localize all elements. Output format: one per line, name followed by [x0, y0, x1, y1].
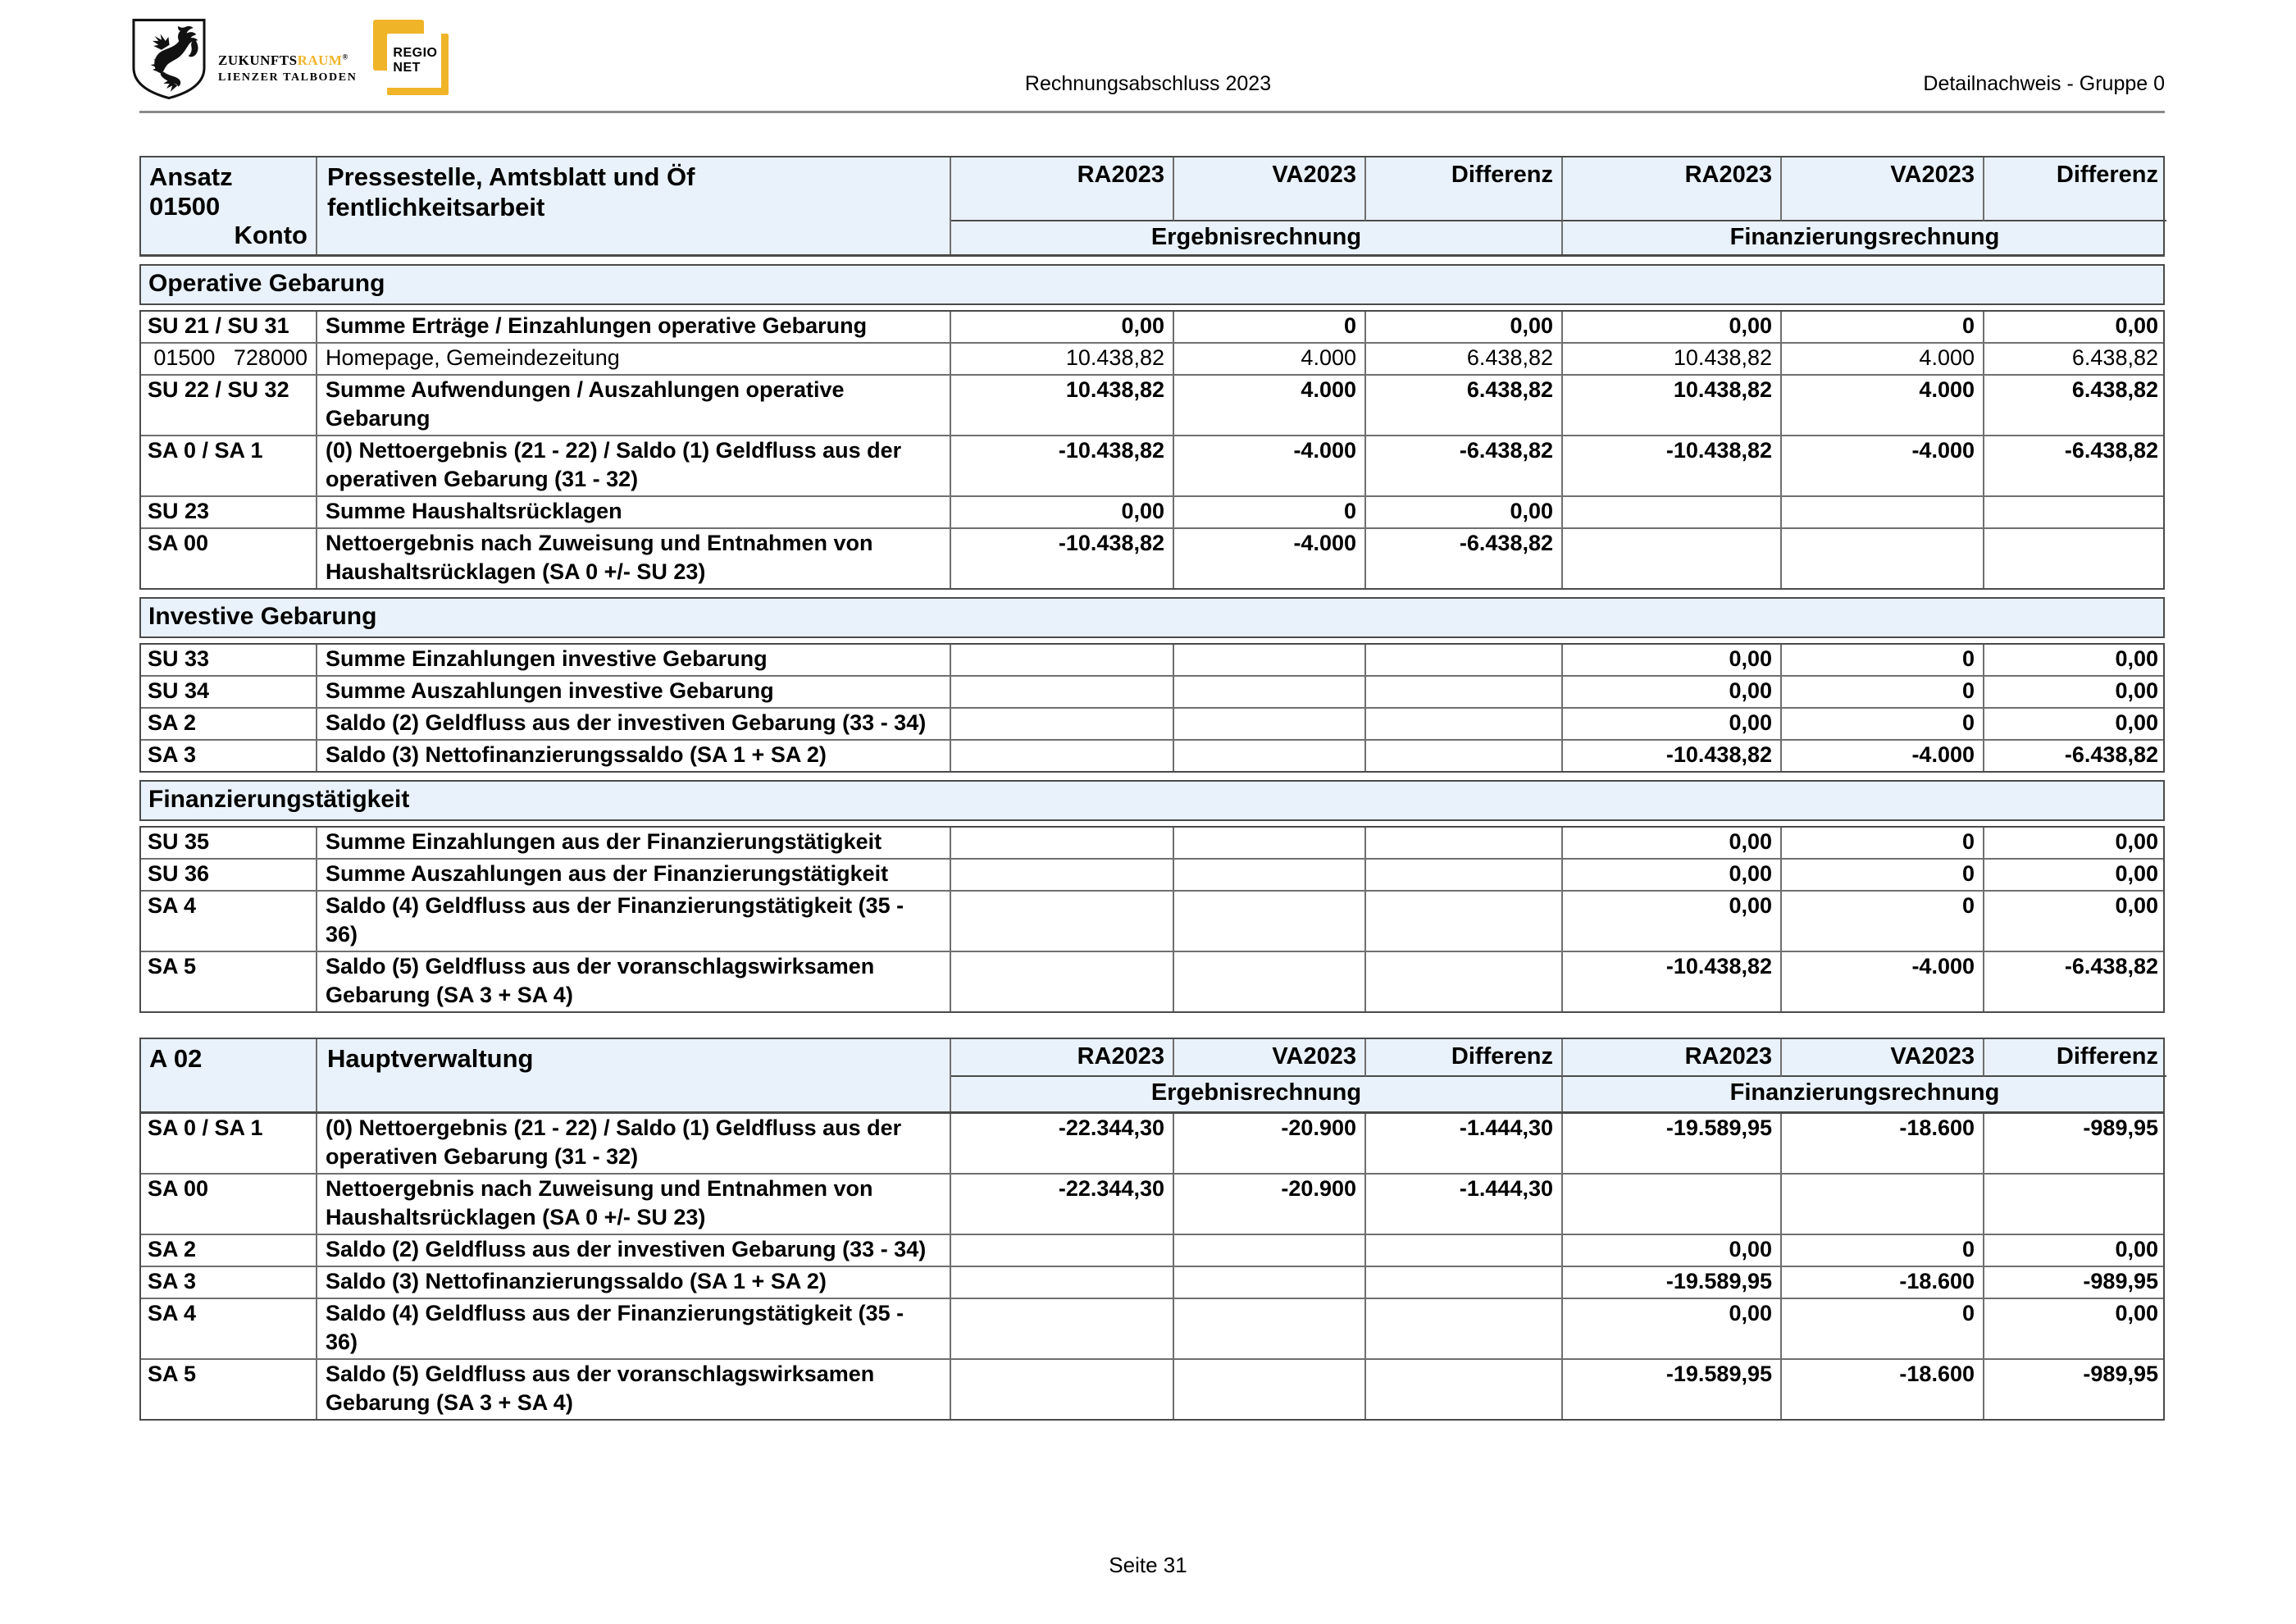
cell-value: 6.438,82 [1366, 376, 1563, 435]
cell-value: -10.438,82 [1563, 436, 1782, 495]
table-row [141, 951, 2163, 1011]
column-header: RA2023 [1563, 1039, 1782, 1077]
group-header-finanzierungsrechnung: Finanzierungsrechnung [1729, 1079, 2000, 1106]
column-header: Differenz [1366, 157, 1563, 221]
table2-header [139, 1038, 2165, 1114]
cell-value [1174, 892, 1366, 951]
cell-value: 0,00 [1563, 1235, 1782, 1266]
cell-value [951, 952, 1174, 1011]
cell-value: 0 [1782, 677, 1984, 707]
cell-value: 4.000 [1782, 376, 1984, 435]
row-code: SA 2 [141, 709, 317, 739]
row-code: SA 4 [141, 1299, 317, 1358]
table-row [141, 858, 2163, 890]
cell-value: -20.900 [1174, 1175, 1366, 1234]
cell-value: 4.000 [1782, 344, 1984, 374]
cell-value [951, 645, 1174, 675]
row-desc: Saldo (3) Nettofinanzierungssaldo (SA 1 + SA 2) [317, 741, 951, 771]
cell-value: -4.000 [1782, 741, 1984, 771]
cell-value: -19.589,95 [1563, 1114, 1782, 1173]
cell-value: 0,00 [1563, 828, 1782, 858]
table1-header [139, 156, 2165, 257]
cell-value: 0 [1782, 892, 1984, 951]
cell-value: -22.344,30 [951, 1175, 1174, 1234]
cell-value: 0,00 [951, 497, 1174, 527]
table-row [141, 1298, 2163, 1358]
section-header: Finanzierungstätigkeit [139, 780, 2165, 821]
row-code: SA 3 [141, 1267, 317, 1298]
table-row [141, 707, 2163, 739]
page-number: Seite 31 [1109, 1553, 1187, 1577]
cell-value [1984, 1175, 2166, 1234]
table-row [141, 342, 2163, 374]
column-header: VA2023 [1782, 157, 1984, 221]
cell-value [1174, 1360, 1366, 1419]
cell-value [951, 1360, 1174, 1419]
cell-value: -10.438,82 [951, 436, 1174, 495]
table-row [141, 739, 2163, 771]
table-row [141, 495, 2163, 527]
brand-name: ZUKUNFTSRAUM® [218, 52, 348, 68]
rows-block [139, 643, 2165, 773]
cell-value: 0 [1782, 1235, 1984, 1266]
cell-value: -1.444,30 [1366, 1114, 1563, 1173]
cell-value [1984, 497, 2166, 527]
row-desc: Homepage, Gemeindezeitung [317, 344, 951, 374]
cell-value: -18.600 [1782, 1267, 1984, 1298]
group-header-ergebnisrechnung: Ergebnisrechnung [951, 221, 1563, 254]
cell-value: -6.438,82 [1366, 529, 1563, 588]
cell-value [1366, 1267, 1563, 1298]
row-desc: Summe Einzahlungen investive Gebarung [317, 645, 951, 675]
table1-sections [139, 264, 2165, 1013]
column-header: VA2023 [1174, 157, 1366, 221]
document-subtitle: Detailnachweis - Gruppe 0 [1923, 72, 2165, 95]
cell-value [1174, 645, 1366, 675]
cell-value [1366, 860, 1563, 890]
cell-value: 0 [1782, 312, 1984, 342]
cell-value [951, 860, 1174, 890]
cell-value [1174, 860, 1366, 890]
cell-value [951, 1235, 1174, 1266]
row-code: SU 23 [141, 497, 317, 527]
section-header: Operative Gebarung [139, 264, 2165, 305]
column-header: RA2023 [1563, 157, 1782, 221]
row-desc: Summe Einzahlungen aus der Finanzierungstätigkeit [317, 828, 951, 858]
table-row [141, 1234, 2163, 1266]
row-desc: Nettoergebnis nach Zuweisung und Entnahmen von Haushaltsrücklagen (SA 0 +/- SU 23) [317, 1175, 951, 1234]
cell-value: 0,00 [2115, 678, 2158, 703]
regionet-label: REGIO NET [393, 46, 438, 75]
cell-value [1174, 1299, 1366, 1358]
cell-value: 0,00 [2115, 829, 2158, 854]
cell-value: 0 [1782, 709, 1984, 739]
rows-block [139, 826, 2165, 1013]
cell-value: -6.438,82 [2064, 954, 2158, 979]
column-header: Differenz [1984, 157, 2166, 221]
cell-value: 6.438,82 [2071, 345, 2158, 370]
table-row [141, 1114, 2163, 1173]
cell-value: 0,00 [951, 312, 1174, 342]
cell-value: 0,00 [2115, 646, 2158, 671]
column-header: VA2023 [1782, 1039, 1984, 1077]
table2-title: Hauptverwaltung [317, 1039, 951, 1111]
cell-value: 0 [1782, 1299, 1984, 1358]
row-code: SU 22 / SU 32 [141, 376, 317, 435]
cell-value: 0,00 [1563, 892, 1782, 951]
header-divider [139, 111, 2165, 113]
cell-value: -10.438,82 [1563, 741, 1782, 771]
column-header: RA2023 [951, 1039, 1174, 1077]
row-desc: Summe Haushaltsrücklagen [317, 497, 951, 527]
cell-value: 4.000 [1174, 376, 1366, 435]
cell-value: 0,00 [2115, 861, 2158, 886]
cell-value [951, 741, 1174, 771]
table-row [141, 890, 2163, 951]
column-header: Differenz [1366, 1039, 1563, 1077]
cell-value: -10.438,82 [951, 529, 1174, 588]
cell-value: 0,00 [1563, 1299, 1782, 1358]
cell-value: 0 [1782, 860, 1984, 890]
cell-value [1174, 741, 1366, 771]
cell-value: -19.589,95 [1563, 1360, 1782, 1419]
cell-value: 10.438,82 [1563, 344, 1782, 374]
cell-value [1366, 952, 1563, 1011]
cell-value: -6.438,82 [2064, 438, 2158, 463]
cell-value: -989,95 [2083, 1269, 2158, 1293]
cell-value [951, 828, 1174, 858]
row-desc: (0) Nettoergebnis (21 - 22) / Saldo (1) Geldfluss aus der operativen Gebarung (31 - 32) [317, 436, 951, 495]
cell-value: 0 [1782, 828, 1984, 858]
row-desc: Saldo (4) Geldfluss aus der Finanzierungstätigkeit (35 - 36) [317, 892, 951, 951]
cell-value: 0,00 [1563, 312, 1782, 342]
cell-value: -4.000 [1782, 952, 1984, 1011]
cell-value [1174, 828, 1366, 858]
row-code: SA 00 [141, 529, 317, 588]
table-row [141, 527, 2163, 588]
cell-value: -18.600 [1782, 1114, 1984, 1173]
cell-value [1366, 1235, 1563, 1266]
row-desc: (0) Nettoergebnis (21 - 22) / Saldo (1) Geldfluss aus der operativen Gebarung (31 - 32) [317, 1114, 951, 1173]
table-row [141, 374, 2163, 435]
ansatz-label: Ansatz 01500 [149, 162, 233, 221]
section-header: Investive Gebarung [139, 597, 2165, 638]
row-code: SA 2 [141, 1235, 317, 1266]
ansatz-konto-cell [141, 157, 317, 254]
cell-value: 10.438,82 [1563, 376, 1782, 435]
cell-value: 10.438,82 [951, 344, 1174, 374]
document-title: Rechnungsabschluss 2023 [1024, 72, 1272, 95]
table-row [141, 645, 2163, 675]
row-code: SA 4 [141, 892, 317, 951]
row-code: 01500 728000 [141, 344, 317, 374]
cell-value [1366, 645, 1563, 675]
cell-value [1174, 677, 1366, 707]
cell-value: 0,00 [1563, 677, 1782, 707]
row-code: SA 5 [141, 952, 317, 1011]
cell-value: -19.589,95 [1563, 1267, 1782, 1298]
cell-value [951, 709, 1174, 739]
cell-value: 0,00 [2115, 313, 2158, 338]
rows-block [139, 310, 2165, 590]
row-desc: Saldo (5) Geldfluss aus der voranschlagswirksamen Gebarung (SA 3 + SA 4) [317, 1360, 951, 1419]
cell-value: -989,95 [2083, 1115, 2158, 1140]
group-header-finanzierungsrechnung: Finanzierungsrechnung [1729, 224, 2000, 250]
cell-value: -6.438,82 [1366, 436, 1563, 495]
row-code: SU 35 [141, 828, 317, 858]
cell-value: 0,00 [2115, 893, 2158, 918]
column-header: Differenz [1984, 1039, 2166, 1077]
cell-value: -4.000 [1782, 436, 1984, 495]
row-desc: Summe Auszahlungen aus der Finanzierungstätigkeit [317, 860, 951, 890]
report-content [139, 156, 2165, 1421]
cell-value [1366, 677, 1563, 707]
row-desc: Saldo (5) Geldfluss aus der voranschlagswirksamen Gebarung (SA 3 + SA 4) [317, 952, 951, 1011]
cell-value [951, 677, 1174, 707]
cell-value [1563, 529, 1782, 588]
cell-value: -989,95 [2083, 1362, 2158, 1386]
column-header: RA2023 [951, 157, 1174, 221]
row-code: SU 33 [141, 645, 317, 675]
cell-value [1174, 709, 1366, 739]
row-desc: Saldo (2) Geldfluss aus der investiven Gebarung (33 - 34) [317, 709, 951, 739]
table-row [141, 312, 2163, 342]
row-desc: Summe Auszahlungen investive Gebarung [317, 677, 951, 707]
table2 [139, 1038, 2165, 1421]
cell-value: -1.444,30 [1366, 1175, 1563, 1234]
row-code: SA 00 [141, 1175, 317, 1234]
column-header: VA2023 [1174, 1039, 1366, 1077]
cell-value: 0 [1174, 312, 1366, 342]
cell-value [1366, 1360, 1563, 1419]
table-row [141, 1358, 2163, 1419]
cell-value [1563, 497, 1782, 527]
cell-value [1174, 1235, 1366, 1266]
cell-value [1782, 1175, 1984, 1234]
row-desc: Summe Erträge / Einzahlungen operative Gebarung [317, 312, 951, 342]
cell-value: 0,00 [1366, 497, 1563, 527]
table-row [141, 675, 2163, 707]
row-desc: Saldo (4) Geldfluss aus der Finanzierungstätigkeit (35 - 36) [317, 1299, 951, 1358]
cell-value: 0,00 [1563, 709, 1782, 739]
table1-title: Pressestelle, Amtsblatt und Öf fentlichkeitsarbeit [317, 157, 951, 254]
cell-value: 0,00 [1563, 645, 1782, 675]
cell-value: 0,00 [2115, 1237, 2158, 1261]
cell-value [1174, 1267, 1366, 1298]
cell-value: -20.900 [1174, 1114, 1366, 1173]
cell-value: -6.438,82 [2064, 742, 2158, 767]
cell-value [1782, 529, 1984, 588]
table2-rows [139, 1114, 2165, 1421]
cell-value [1366, 828, 1563, 858]
row-desc: Saldo (3) Nettofinanzierungssaldo (SA 1 + SA 2) [317, 1267, 951, 1298]
cell-value [1366, 892, 1563, 951]
row-desc: Nettoergebnis nach Zuweisung und Entnahmen von Haushaltsrücklagen (SA 0 +/- SU 23) [317, 529, 951, 588]
cell-value: 0,00 [2115, 710, 2158, 735]
cell-value [1366, 1299, 1563, 1358]
cell-value: -22.344,30 [951, 1114, 1174, 1173]
cell-value: 0,00 [2115, 1301, 2158, 1325]
row-desc: Summe Aufwendungen / Auszahlungen operative Gebarung [317, 376, 951, 435]
cell-value: 0,00 [1563, 860, 1782, 890]
table-row [141, 435, 2163, 495]
cell-value [1366, 709, 1563, 739]
group-header-ergebnisrechnung: Ergebnisrechnung [951, 1077, 1563, 1111]
cell-value: -10.438,82 [1563, 952, 1782, 1011]
row-code: SA 0 / SA 1 [141, 1114, 317, 1173]
table-row [141, 1173, 2163, 1234]
cell-value: 0 [1782, 645, 1984, 675]
row-code: SA 3 [141, 741, 317, 771]
cell-value: 6.438,82 [1366, 344, 1563, 374]
cell-value [1984, 529, 2166, 588]
cell-value: -4.000 [1174, 436, 1366, 495]
cell-value: 6.438,82 [2071, 377, 2158, 402]
row-code: SA 0 / SA 1 [141, 436, 317, 495]
cell-value [1563, 1175, 1782, 1234]
cell-value [1366, 741, 1563, 771]
table2-code-cell: A 02 [141, 1039, 317, 1111]
cell-value [951, 1267, 1174, 1298]
cell-value: 0,00 [1366, 312, 1563, 342]
row-code: SU 21 / SU 31 [141, 312, 317, 342]
row-code: SA 5 [141, 1360, 317, 1419]
table-row [141, 1266, 2163, 1298]
cell-value: 4.000 [1174, 344, 1366, 374]
konto-label: Konto [234, 221, 308, 249]
cell-value: 10.438,82 [951, 376, 1174, 435]
cell-value: -4.000 [1174, 529, 1366, 588]
cell-value [951, 1299, 1174, 1358]
table-row [141, 828, 2163, 858]
brand-subtitle: LIENZER TALBODEN [218, 71, 358, 84]
cell-value [1782, 497, 1984, 527]
cell-value [951, 892, 1174, 951]
cell-value [1174, 952, 1366, 1011]
cell-value: -18.600 [1782, 1360, 1984, 1419]
cell-value: 0 [1174, 497, 1366, 527]
row-code: SU 36 [141, 860, 317, 890]
row-desc: Saldo (2) Geldfluss aus der investiven Gebarung (33 - 34) [317, 1235, 951, 1266]
row-code: SU 34 [141, 677, 317, 707]
